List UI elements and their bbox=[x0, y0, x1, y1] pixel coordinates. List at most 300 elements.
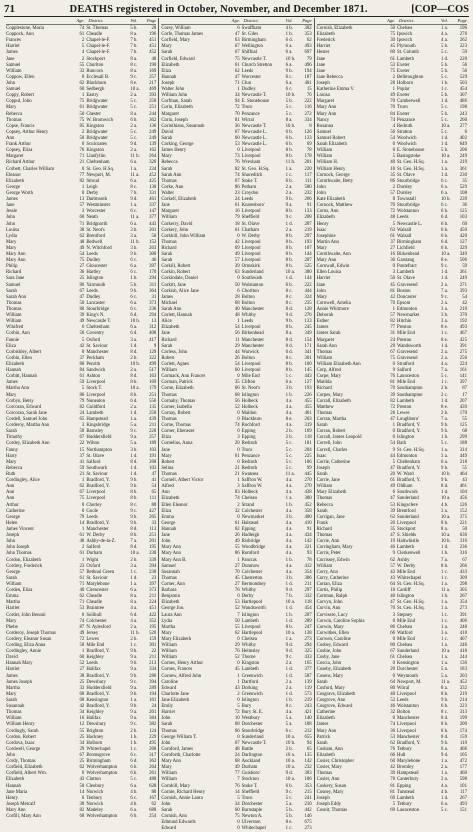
entry-volume: 8 b. bbox=[130, 392, 138, 398]
entry-district: Dudley bbox=[86, 294, 101, 300]
entry-age: 0 bbox=[81, 612, 85, 618]
entry-name: Corkill, Robert bbox=[161, 264, 191, 270]
entry-volume: 1 b. bbox=[440, 80, 449, 86]
entry-district: Guildford bbox=[86, 404, 106, 410]
entry-age: 62 bbox=[234, 630, 240, 636]
entry-page: 276 bbox=[459, 32, 467, 38]
entry-volume: 6 b. bbox=[285, 783, 293, 789]
entry-name: Cosnit, Thomas bbox=[316, 808, 347, 813]
entry-age: 56 bbox=[234, 331, 240, 337]
entry-volume: 5 a. bbox=[130, 423, 138, 429]
entry-volume: 10 a. bbox=[440, 649, 451, 655]
entry-name: Ann bbox=[6, 484, 15, 490]
entry-district: Guisboro' bbox=[241, 771, 261, 777]
entry-name: Corkin, Robert bbox=[161, 270, 191, 276]
entry-district: Redruth bbox=[396, 123, 413, 129]
entry-page: 169 bbox=[149, 68, 157, 74]
entry-volume: 5 b. bbox=[440, 68, 449, 74]
entry-volume: 6 a. bbox=[285, 44, 293, 50]
entry-volume: 2 a. bbox=[130, 148, 138, 154]
entry-district: Bridgwater bbox=[86, 129, 108, 135]
entry-name: Mary Ann bbox=[6, 808, 26, 813]
entry-page: 300 bbox=[304, 496, 312, 502]
entry-age: 0 bbox=[392, 636, 395, 642]
entry-volume: 10 a. bbox=[285, 765, 295, 771]
entry-age: 54 bbox=[390, 441, 395, 447]
entry-age: 1 bbox=[237, 679, 240, 685]
entry-age: 2 bbox=[237, 502, 240, 508]
entry-volume: 3 a. bbox=[130, 563, 138, 569]
entry-name: Sarah Ann bbox=[161, 307, 182, 313]
entry-volume: 1 c. bbox=[285, 172, 293, 178]
entry-age: 75 bbox=[79, 258, 85, 264]
entry-district: Ulverston bbox=[241, 820, 261, 826]
entry-age: 72 bbox=[390, 209, 395, 215]
entry-district: Strand bbox=[241, 502, 255, 508]
entry-age: 49 bbox=[390, 484, 395, 490]
entry-volume: 8 c. bbox=[285, 294, 293, 300]
entry-age: 61 bbox=[79, 374, 85, 380]
entry-name: Cosgrove, Ann bbox=[316, 698, 346, 704]
entry-name: Cortman, Ralph bbox=[316, 594, 348, 600]
entry-district: Dorchester bbox=[396, 667, 419, 673]
entry-age: 50 bbox=[234, 618, 240, 624]
entry-name: Corrissey, Edwin bbox=[316, 557, 350, 563]
entry-age: 62 bbox=[79, 765, 85, 771]
entry-age: 86 bbox=[234, 551, 240, 557]
entry-volume: 6 c. bbox=[285, 728, 293, 734]
entry-page: 408 bbox=[149, 331, 157, 337]
entry-district: Exeter bbox=[396, 93, 410, 99]
entry-age: 29 bbox=[390, 343, 395, 349]
entry-volume: 1 a. bbox=[285, 636, 293, 642]
entry-page: 496 bbox=[304, 62, 312, 68]
entry-district: Launceston bbox=[396, 374, 420, 380]
entry-name: Mary Elizabeth bbox=[316, 490, 347, 496]
entry-page: 225 bbox=[304, 453, 312, 459]
entry-district: Runcorn bbox=[86, 68, 103, 74]
entry-name: William bbox=[316, 484, 333, 490]
entry-name: Coskery, Susan bbox=[316, 783, 347, 789]
entry-page: 50 bbox=[151, 233, 157, 239]
entry-page: 587 bbox=[304, 673, 312, 679]
entry-name: Selina bbox=[161, 465, 174, 471]
entry-name: Emma bbox=[161, 514, 174, 520]
entry-district: Yarmouth bbox=[86, 282, 106, 288]
entry-name: Cornthwaite, Ann bbox=[316, 252, 351, 258]
entry-page: 442 bbox=[304, 808, 312, 813]
entry-page: 263 bbox=[149, 245, 157, 251]
entry-page: 321 bbox=[304, 545, 312, 551]
entry-volume: 1 b. bbox=[130, 740, 138, 746]
entry-age: 30 bbox=[79, 801, 85, 807]
entry-district: Bethnal Green bbox=[86, 569, 115, 575]
entry-volume: 8 b. bbox=[130, 380, 138, 386]
entry-page: 301 bbox=[304, 355, 312, 361]
entry-district: Stockton bbox=[241, 777, 259, 783]
entry-district: Bolton bbox=[396, 710, 411, 716]
entry-volume: 2 a. bbox=[285, 184, 293, 190]
entry-name: William bbox=[161, 771, 177, 777]
entry-volume: 4 a. bbox=[285, 404, 293, 410]
entry-district: Auckland bbox=[241, 759, 261, 765]
entry-page: 78 bbox=[306, 557, 312, 563]
entry-volume: 5 c. bbox=[285, 111, 293, 117]
entry-district: Neath bbox=[86, 215, 98, 221]
entry-page: 270 bbox=[304, 478, 312, 484]
entry-age: 43 bbox=[79, 777, 85, 783]
entry-volume: 5 b. bbox=[285, 814, 293, 820]
entry-district: Lewes bbox=[396, 410, 410, 416]
entry-page: 136 bbox=[459, 661, 467, 667]
entry-volume: 11 b. bbox=[130, 630, 140, 636]
entry-name: Corfield, Elizabeth bbox=[6, 765, 43, 771]
entry-name: Corp, Alfred bbox=[316, 368, 341, 374]
entry-page: 54 bbox=[151, 484, 157, 490]
entry-volume: 1 c. bbox=[440, 380, 448, 386]
entry-name: Mary Ann bbox=[6, 258, 26, 264]
entry-district: Blackburn bbox=[86, 80, 107, 86]
entry-district: Pancras bbox=[241, 557, 257, 563]
entry-district: St. Olave bbox=[86, 453, 105, 459]
entry-page: 418 bbox=[459, 630, 467, 636]
entry-page: 452 bbox=[149, 50, 157, 56]
entry-page: 517 bbox=[149, 368, 157, 374]
entry-page: 324 bbox=[304, 294, 312, 300]
entry-name: Corkerry, David bbox=[161, 221, 193, 227]
entry-name: Coppul, John bbox=[6, 99, 32, 105]
entry-page: 247 bbox=[304, 624, 312, 630]
entry-age: 81 bbox=[234, 117, 240, 123]
entry-name: Corpe, Mary bbox=[316, 374, 342, 380]
entry-district: Lambeth bbox=[396, 545, 415, 551]
entry-name: Mary Ann bbox=[316, 111, 337, 117]
entry-age: 57 bbox=[79, 569, 85, 575]
entry-name: Corfield, Edward bbox=[161, 56, 195, 62]
entry-age: 72 bbox=[234, 105, 240, 111]
entry-page: 35 bbox=[462, 178, 467, 184]
entry-name: William bbox=[6, 581, 22, 587]
entry-volume: 6 b. bbox=[440, 209, 449, 215]
entry-volume: 2 a. bbox=[440, 777, 448, 783]
entry-name: Barbara bbox=[161, 588, 177, 594]
entry-district: Gravesend bbox=[396, 355, 418, 361]
entry-name: Joseph bbox=[316, 465, 330, 471]
entry-age: 39 bbox=[390, 392, 395, 398]
entry-volume: 1 b. bbox=[130, 276, 138, 282]
entry-age: 25 bbox=[79, 734, 85, 740]
register-column-2 bbox=[158, 18, 313, 832]
entry-district: Llanfyllin bbox=[86, 154, 106, 160]
entry-name: John bbox=[6, 215, 16, 221]
entry-age: 32 bbox=[234, 508, 240, 514]
entry-page: 236 bbox=[459, 545, 467, 551]
entry-volume: 8 b. bbox=[130, 496, 138, 502]
entry-volume: 7 a. bbox=[440, 417, 448, 422]
entry-volume: 5 c. bbox=[440, 129, 448, 135]
entry-volume: 2 c. bbox=[440, 392, 448, 398]
entry-age: 75 bbox=[79, 99, 85, 105]
entry-page: 56 bbox=[462, 62, 467, 68]
entry-volume: 6 a. bbox=[130, 264, 138, 270]
entry-volume: 1 a. bbox=[440, 655, 448, 661]
entry-district: Loughboro' bbox=[396, 417, 420, 422]
entry-name: Cortan, Eliza bbox=[316, 581, 342, 587]
entry-page: 268 bbox=[149, 459, 157, 465]
entry-district: Mile End bbox=[396, 569, 415, 575]
entry-page: 91 bbox=[306, 203, 312, 209]
entry-name: Cosgrove, Edward bbox=[316, 704, 353, 710]
entry-name: Corfield, Albert Wm. bbox=[6, 771, 47, 777]
entry-name: Mary bbox=[6, 618, 17, 624]
entry-age: 81 bbox=[390, 783, 395, 789]
entry-district: Lambeth bbox=[396, 795, 415, 801]
entry-page: 101 bbox=[459, 783, 467, 789]
entry-page: 31 bbox=[151, 294, 157, 300]
entry-page: 312 bbox=[149, 325, 157, 331]
entry-page: 406 bbox=[459, 618, 467, 624]
entry-name: Ruth bbox=[6, 471, 16, 477]
entry-volume: 9 b. bbox=[130, 288, 138, 294]
entry-page: 33 bbox=[151, 520, 157, 526]
entry-district: Lambeth bbox=[86, 410, 104, 416]
entry-age: 68 bbox=[79, 698, 85, 704]
entry-name: Corkell, Elizabeth bbox=[161, 197, 197, 203]
entry-page: 349 bbox=[459, 252, 467, 258]
entry-page: 193 bbox=[304, 386, 312, 392]
entry-volume: 6 c. bbox=[130, 258, 138, 264]
entry-district: Bradford, Y. bbox=[86, 704, 110, 710]
entry-page: 127 bbox=[304, 380, 312, 386]
entry-district: Mile End bbox=[396, 618, 415, 624]
entry-name: Cornish, Annie Laura bbox=[161, 795, 203, 801]
entry-name: Sarah bbox=[161, 50, 173, 56]
entry-district: Newport, M. bbox=[396, 679, 422, 685]
entry-age: 21 bbox=[79, 471, 85, 477]
entry-volume: 5 c. bbox=[130, 99, 138, 105]
entry-district: Ipswich bbox=[396, 38, 413, 44]
entry-page: 493 bbox=[459, 325, 467, 331]
entry-name: Corlett, Agnes bbox=[161, 362, 190, 368]
entry-volume: 9 b. bbox=[285, 319, 293, 325]
entry-age: 72 bbox=[79, 636, 85, 642]
entry-age: 76 bbox=[390, 746, 395, 752]
entry-name: Corfill, Mary Ann bbox=[6, 814, 41, 820]
entry-district: Hampstead bbox=[396, 771, 419, 777]
entry-page: 141 bbox=[459, 374, 467, 380]
page-number: 71 bbox=[4, 3, 15, 15]
entry-age: 14 bbox=[79, 520, 85, 526]
entry-name: John bbox=[6, 539, 16, 545]
entry-age: 82 bbox=[79, 808, 85, 813]
entry-name: George Jno. bbox=[161, 606, 185, 612]
entry-volume: 4 b. bbox=[130, 801, 138, 807]
entry-name: Sarah bbox=[161, 722, 173, 728]
entry-page: 361 bbox=[459, 270, 467, 276]
entry-volume: 5 c. bbox=[440, 105, 448, 111]
entry-page: 91 bbox=[306, 526, 312, 532]
entry-volume: 6 c. bbox=[285, 87, 293, 93]
entry-district: Woolwich bbox=[396, 142, 417, 148]
entry-district: Sunderland bbox=[396, 649, 419, 655]
entry-volume: 6 d. bbox=[440, 215, 449, 221]
entry-page: 257 bbox=[149, 74, 157, 80]
entry-name: William bbox=[161, 655, 177, 661]
entry-age: 37 bbox=[79, 355, 85, 361]
entry-district: Newmarket bbox=[396, 313, 420, 319]
entry-volume: 2 b. bbox=[440, 410, 449, 416]
entry-district: Norwich bbox=[86, 789, 104, 795]
entry-district: Dorking bbox=[241, 685, 258, 691]
entry-volume: 1 d. bbox=[130, 343, 138, 349]
entry-name: John Joseph bbox=[6, 545, 30, 551]
entry-district: Tetbury bbox=[396, 801, 412, 807]
entry-district: Wellington bbox=[241, 44, 263, 50]
entry-district: Newcastle T. bbox=[241, 56, 267, 62]
entry-page: 412 bbox=[304, 563, 312, 569]
register-column-3 bbox=[314, 18, 469, 813]
entry-age: 71 bbox=[79, 154, 85, 160]
entry-page: 78 bbox=[306, 148, 312, 154]
entry-district: Bradford, Y. bbox=[86, 520, 110, 526]
entry-name: Richard bbox=[161, 245, 177, 251]
entry-page: 261 bbox=[149, 771, 157, 777]
entry-page: 224 bbox=[459, 362, 467, 368]
entry-page: 337 bbox=[149, 203, 157, 209]
entry-name: Martha bbox=[6, 685, 20, 691]
entry-name: Hannah bbox=[161, 74, 177, 80]
entry-name: Jessie bbox=[6, 209, 18, 215]
entry-volume: 7 b. bbox=[285, 594, 293, 600]
entry-volume: 9 a. bbox=[130, 685, 138, 691]
entry-age: 57 bbox=[390, 563, 395, 569]
entry-page: 187 bbox=[304, 245, 312, 251]
entry-district: Manchester bbox=[86, 349, 109, 355]
entry-district: Woolwich bbox=[396, 135, 417, 141]
entry-name: Thomas bbox=[316, 410, 333, 416]
entry-name: Thomas bbox=[161, 728, 177, 734]
entry-age: 1 bbox=[392, 307, 395, 313]
entry-volume: 1 b. bbox=[285, 32, 293, 38]
entry-name: Jane Elizabeth bbox=[161, 698, 190, 704]
entry-name: Richard Arthur bbox=[6, 160, 35, 166]
entry-age: 3 bbox=[392, 270, 395, 276]
entry-page: 319 bbox=[304, 423, 312, 429]
entry-name: Samuel bbox=[161, 563, 176, 569]
entry-age: 0 bbox=[237, 276, 240, 282]
entry-age: 27 bbox=[234, 581, 240, 587]
entry-age: 60 bbox=[234, 808, 240, 813]
entry-district: St. Olave bbox=[396, 172, 415, 178]
entry-district: Islington bbox=[86, 276, 104, 282]
entry-age: 61 bbox=[234, 520, 240, 526]
entry-age: 50 bbox=[79, 783, 85, 789]
entry-volume: 10 b. bbox=[285, 740, 296, 746]
entry-page: 407 bbox=[459, 636, 467, 642]
entry-age: 74 bbox=[234, 172, 240, 178]
entry-district: Mile End bbox=[396, 380, 415, 386]
entry-age: 72 bbox=[234, 710, 240, 716]
entry-age: 29 bbox=[234, 643, 240, 649]
entry-page: 36 bbox=[462, 203, 467, 209]
entry-name: Edward bbox=[161, 685, 177, 691]
entry-district: St. Geo. H.Sq. bbox=[241, 166, 270, 172]
entry-age: 6 bbox=[237, 26, 240, 31]
entry-volume: 9 b. bbox=[130, 514, 138, 520]
entry-page: 193 bbox=[304, 239, 312, 245]
entry-volume: 6 d. bbox=[130, 612, 138, 618]
entry-volume: 6 b. bbox=[285, 135, 293, 141]
entry-name: Cornhill, Mary bbox=[161, 783, 191, 789]
entry-volume: 1 a. bbox=[440, 771, 448, 777]
entry-volume: 11 b. bbox=[130, 154, 140, 160]
entry-volume: 5 c. bbox=[130, 105, 138, 111]
entry-age: 61 bbox=[79, 575, 85, 581]
entry-page: 264 bbox=[149, 765, 157, 771]
entry-district: Kingsbridge bbox=[86, 423, 111, 429]
entry-volume: 5 c. bbox=[130, 129, 138, 135]
entry-name: Coppow, Ellen bbox=[6, 74, 35, 80]
entry-page: 6 bbox=[464, 129, 467, 135]
entry-district: Derby bbox=[86, 190, 99, 196]
entry-page: 62 bbox=[151, 801, 157, 807]
entry-district: S. Shields bbox=[396, 533, 417, 539]
entry-age: 56 bbox=[234, 398, 240, 404]
entry-page: 46 bbox=[151, 258, 157, 264]
entry-district: Liverpool bbox=[86, 496, 106, 502]
entry-age: 40 bbox=[390, 594, 395, 600]
entry-age: 3 bbox=[237, 435, 240, 441]
entry-name: Mary bbox=[6, 691, 17, 697]
entry-age: 5 bbox=[237, 795, 240, 801]
entry-age: 41 bbox=[79, 459, 85, 465]
entry-name: George Worth bbox=[6, 190, 34, 196]
entry-name: Mary Elizabeth bbox=[161, 636, 192, 642]
entry-age: 69 bbox=[390, 808, 395, 813]
entry-volume: 2 a. bbox=[285, 190, 293, 196]
entry-age: 1 bbox=[81, 478, 85, 484]
entry-page: 277 bbox=[459, 123, 467, 129]
entry-page: 174 bbox=[459, 728, 467, 734]
entry-volume: 8 d. bbox=[285, 337, 293, 343]
entry-district: Bradford, Y. bbox=[396, 465, 421, 471]
entry-volume: 2 a. bbox=[130, 123, 138, 129]
entry-name: Thomas bbox=[316, 349, 333, 355]
entry-age: 67 bbox=[390, 649, 395, 655]
entry-name: Sarah bbox=[161, 135, 173, 141]
entry-name: Corrie, Ann bbox=[316, 539, 340, 545]
entry-district: Wilton bbox=[86, 441, 100, 447]
entry-volume: 8 c. bbox=[285, 288, 293, 294]
entry-age: 42 bbox=[79, 704, 85, 710]
entry-district: Cheltenham bbox=[396, 459, 421, 465]
entry-district: Westminster bbox=[86, 203, 111, 209]
entry-page: 427 bbox=[149, 508, 157, 514]
entry-volume: 5 b. bbox=[440, 44, 449, 50]
entry-name: Corfield, Mary bbox=[161, 38, 191, 44]
entry-name: Corin, Joseph bbox=[161, 117, 188, 123]
entry-district: Manchester bbox=[241, 343, 265, 349]
entry-age: 63 bbox=[234, 38, 240, 44]
entry-district: Cheadle bbox=[86, 600, 103, 606]
entry-page: 294 bbox=[149, 313, 157, 319]
entry-page: 520 bbox=[149, 630, 157, 636]
entry-age: 57 bbox=[234, 258, 240, 264]
entry-name: Ellen Eleanor bbox=[161, 502, 188, 508]
entry-district: St. Giles bbox=[241, 32, 259, 38]
entry-age: 49 bbox=[79, 630, 85, 636]
entry-district: Manchester bbox=[396, 734, 420, 740]
